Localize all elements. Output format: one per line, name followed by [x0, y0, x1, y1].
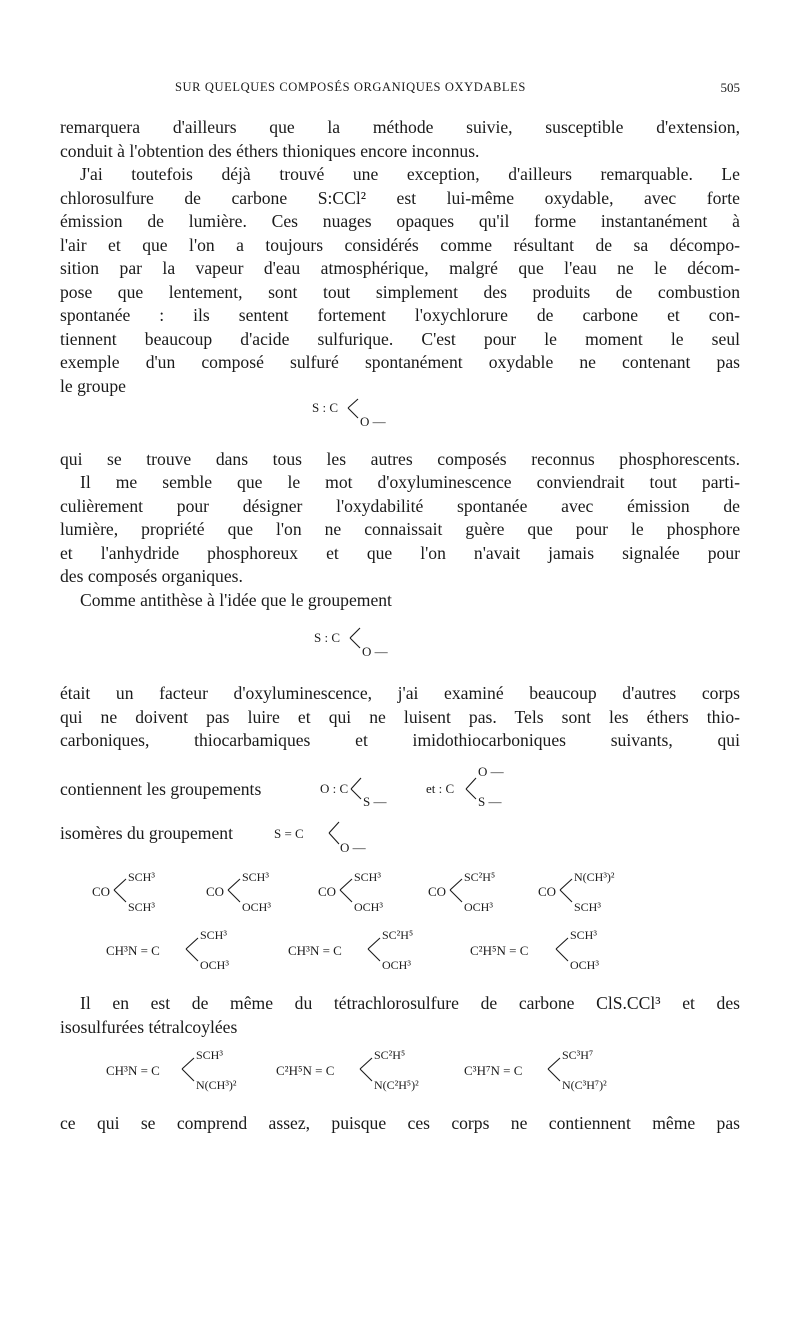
formula-s-bottom: S —: [363, 794, 387, 809]
compound-bottom: SCH³: [574, 900, 601, 914]
text-line: tiennent beaucoup d'acide sulfurique. C'est pour le moment le seul: [60, 328, 740, 349]
compound-top: SCH³: [242, 870, 269, 884]
formula-isomere: [274, 816, 374, 856]
text-line: était un facteur d'oxyluminescence, j'ai examiné beaucoup d'autres corps: [60, 683, 740, 703]
compound-left: CO: [206, 884, 225, 899]
text-line: J'ai toutefois déjà trouvé une exception, d'ailleurs remarquable. Le: [80, 164, 740, 184]
formula-groupements: [320, 764, 550, 810]
text-line: qui se trouve dans tous les autres composés reconnus phosphorescents.: [60, 449, 740, 469]
formula-bottom: O —: [360, 414, 386, 429]
text-line: pose que lentement, sont tout simplement des produits de combustion: [60, 281, 740, 302]
formula-o-top: O —: [478, 764, 504, 779]
paragraph-1: [60, 116, 740, 163]
text-line: exemple d'un composé sulfuré spontanément oxydable ne contenant pas: [60, 352, 740, 372]
compound-6: [106, 928, 246, 974]
compound-8: [470, 928, 620, 974]
paragraph-2: [60, 163, 740, 398]
text-line: Il me semble que le mot d'oxyluminescence conviendrait tout parti-: [80, 472, 740, 492]
text-line: isosulfurées tétralcoylées: [60, 1016, 238, 1037]
text-line: ce qui se comprend assez, puisque ces corps ne contiennent même pas: [60, 1113, 740, 1133]
compound-bottom: SCH³: [128, 900, 155, 914]
formula-s-bottom-2: S —: [478, 794, 502, 809]
compound-top: SCH³: [196, 1048, 223, 1062]
paragraph-5: [60, 589, 740, 613]
compound-bottom: N(C²H⁵)²: [374, 1078, 419, 1092]
text-line: et l'anhydride phosphoreux et que l'on n'avait jamais signalée pour: [60, 542, 740, 563]
compound-top: N(CH³)²: [574, 870, 615, 884]
text-line: des composés organiques.: [60, 566, 243, 586]
text-line: qui ne doivent pas luire et qui ne luisent pas. Tels sont les éthers thio-: [60, 706, 740, 727]
bond-lines: [106, 1048, 266, 1094]
compound-9: [106, 1048, 266, 1094]
text-line: le groupe: [60, 375, 126, 396]
compound-4: [428, 870, 528, 916]
formula-o-bottom: O —: [340, 840, 366, 855]
text-line: chlorosulfure de carbone S:CCl² est lui-même oxydable, avec forte: [60, 187, 740, 208]
compound-left: CO: [428, 884, 447, 899]
text-line: émission de lumière. Ces nuages opaques qu'il forme instantanément à: [60, 211, 740, 231]
page-number: 505: [720, 80, 740, 95]
text-line: remarquera d'ailleurs que la méthode suivie, susceptible d'extension,: [60, 117, 740, 137]
formula-s-eq-c: S = C: [274, 826, 304, 841]
formula-s-c-o-group: [312, 398, 412, 434]
compound-5: [538, 870, 648, 916]
formula-o-c: O : C: [320, 781, 349, 796]
text-line: lumière, propriété que l'on ne connaissait guère que pour le phosphore: [60, 519, 740, 539]
compound-7: [288, 928, 428, 974]
compound-bottom: OCH³: [242, 900, 271, 914]
compound-11: [464, 1048, 644, 1094]
paragraph-7: [60, 992, 740, 1039]
compound-top: SC²H⁵: [464, 870, 496, 884]
compound-top: SCH³: [354, 870, 381, 884]
running-title: SUR QUELQUES COMPOSÉS ORGANIQUES OXYDABLES: [175, 80, 526, 94]
compound-left: C²H⁵N = C: [470, 943, 529, 958]
formula-left: S : C: [314, 630, 341, 645]
groupements-line: [60, 778, 261, 802]
page-header: [60, 80, 740, 100]
text-line: isomères du groupement: [60, 823, 233, 843]
compound-top: SCH³: [570, 928, 597, 942]
compound-bottom: OCH³: [570, 958, 599, 972]
compound-2: [206, 870, 306, 916]
compound-left: CO: [538, 884, 557, 899]
text-line: spontanée : ils sentent fortement l'oxychlorure de carbone et con-: [60, 305, 740, 325]
compound-10: [276, 1048, 446, 1094]
paragraph-8: [60, 1112, 740, 1136]
paragraph-6: [60, 682, 740, 753]
compound-left: CH³N = C: [288, 943, 342, 958]
formula-s-c-o-group-2: [314, 626, 414, 662]
compound-left: CO: [318, 884, 337, 899]
compound-left: C³H⁷N = C: [464, 1063, 523, 1078]
compound-bottom: OCH³: [200, 958, 229, 972]
text-line: conduit à l'obtention des éthers thioniques encore inconnus.: [60, 140, 480, 161]
formula-left: S : C: [312, 400, 339, 415]
paragraph-3: [60, 448, 740, 472]
paragraph-4: [60, 471, 740, 589]
text-line: sition par la vapeur d'eau atmosphérique, malgré que l'eau ne le décom-: [60, 258, 740, 278]
compound-3: [318, 870, 418, 916]
formula-bottom: O —: [362, 644, 388, 659]
text-line: Il en est de même du tétrachlorosulfure de carbone ClS.CCl³ et des: [80, 993, 740, 1013]
compound-bottom: N(C³H⁷)²: [562, 1078, 607, 1092]
text-line: contiennent les groupements: [60, 779, 262, 799]
bond-lines: [464, 1048, 644, 1094]
compound-top: SC³H⁷: [562, 1048, 594, 1062]
compound-bottom: OCH³: [354, 900, 383, 914]
compound-left: CH³N = C: [106, 943, 160, 958]
text-line: carboniques, thiocarbamiques et imidothiocarboniques suivants, qui: [60, 730, 740, 750]
compound-top: SC²H⁵: [382, 928, 414, 942]
isomeres-line: [60, 822, 233, 846]
text-line: Comme antithèse à l'idée que le groupement: [80, 590, 392, 610]
compound-top: SCH³: [200, 928, 227, 942]
compound-left: CH³N = C: [106, 1063, 160, 1078]
compound-bottom: OCH³: [464, 900, 493, 914]
text-line: l'air et que l'on a toujours considérés comme résultant de sa décompo-: [60, 234, 740, 255]
compound-top: SCH³: [128, 870, 155, 884]
bond-lines: [276, 1048, 446, 1094]
compound-bottom: N(CH³)²: [196, 1078, 237, 1092]
compound-1: [92, 870, 192, 916]
compound-bottom: OCH³: [382, 958, 411, 972]
compound-left: C²H⁵N = C: [276, 1063, 335, 1078]
formula-et-c: et : C: [426, 781, 455, 796]
compound-left: CO: [92, 884, 111, 899]
text-line: culièrement pour désigner l'oxydabilité spontanée avec émission de: [60, 495, 740, 516]
compound-top: SC²H⁵: [374, 1048, 406, 1062]
